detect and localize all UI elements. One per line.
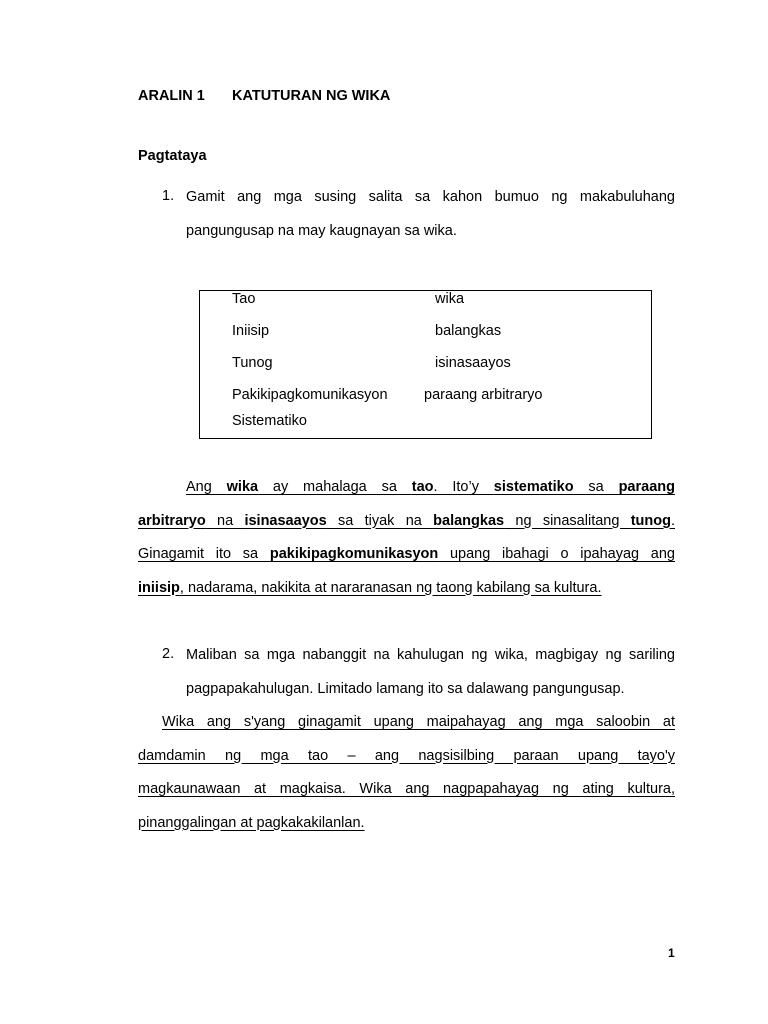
keyword: Iniisip [232,323,270,339]
question-text-line: pangungusap na may kaugnayan sa wika. [186,223,457,239]
question-number: 1. [162,188,175,204]
answer-1 [138,471,675,605]
answer-line: pinanggalingan at pagkakakilanlan. [138,814,365,831]
question-text-line: pagpapakahulugan. Limitado lamang ito sa dalawang pangungusap. [186,681,625,697]
keyword: Sistematiko [232,413,307,429]
keyword-box [199,290,652,439]
keyword: Tao [232,291,256,307]
answer-line: damdamin ng mga tao – ang nagsisilbing paraan upang tayo'y [138,747,675,764]
page-number: 1 [668,946,675,960]
question-text-line: Gamit ang mga susing salita sa kahon bumuo ng makabuluhang [186,189,675,205]
question-1 [162,180,675,248]
answer-line: iniisip, nadarama, nakikita at nararanasan ng taong kabilang sa kultura. [138,579,602,596]
keyword: balangkas [435,323,502,339]
answer-line: magkaunawaan at magkaisa. Wika ang nagpapahayag ng ating kultura, [138,781,675,797]
keyword: Tunog [232,355,273,371]
keyword: isinasaayos [435,355,511,371]
lesson-heading [138,88,390,104]
question-2 [162,638,675,706]
lesson-number: ARALIN 1 [138,88,205,104]
answer-2 [138,706,675,840]
answer-line: Ang wika ay mahalaga sa tao. Ito’y sistematiko sa paraang [186,479,675,495]
answer-line: Ginagamit ito sa pakikipagkomunikasyon upang ibahagi o ipahayag ang [138,546,675,562]
section-title: Pagtataya [138,148,207,164]
keyword: paraang arbitraryo [424,387,543,403]
keyword: Pakikipagkomunikasyon [232,387,388,403]
answer-line: arbitraryo na isinasaayos sa tiyak na balangkas ng sinasalitang tunog. [138,512,676,529]
answer-line: Wika ang s'yang ginagamit upang maipahayag ang mga saloobin at [162,714,675,730]
lesson-title: KATUTURAN NG WIKA [232,88,391,104]
question-text-line: Maliban sa mga nabanggit na kahulugan ng wika, magbigay ng sariling [186,647,675,663]
question-number: 2. [162,646,175,662]
keyword: wika [435,291,465,307]
